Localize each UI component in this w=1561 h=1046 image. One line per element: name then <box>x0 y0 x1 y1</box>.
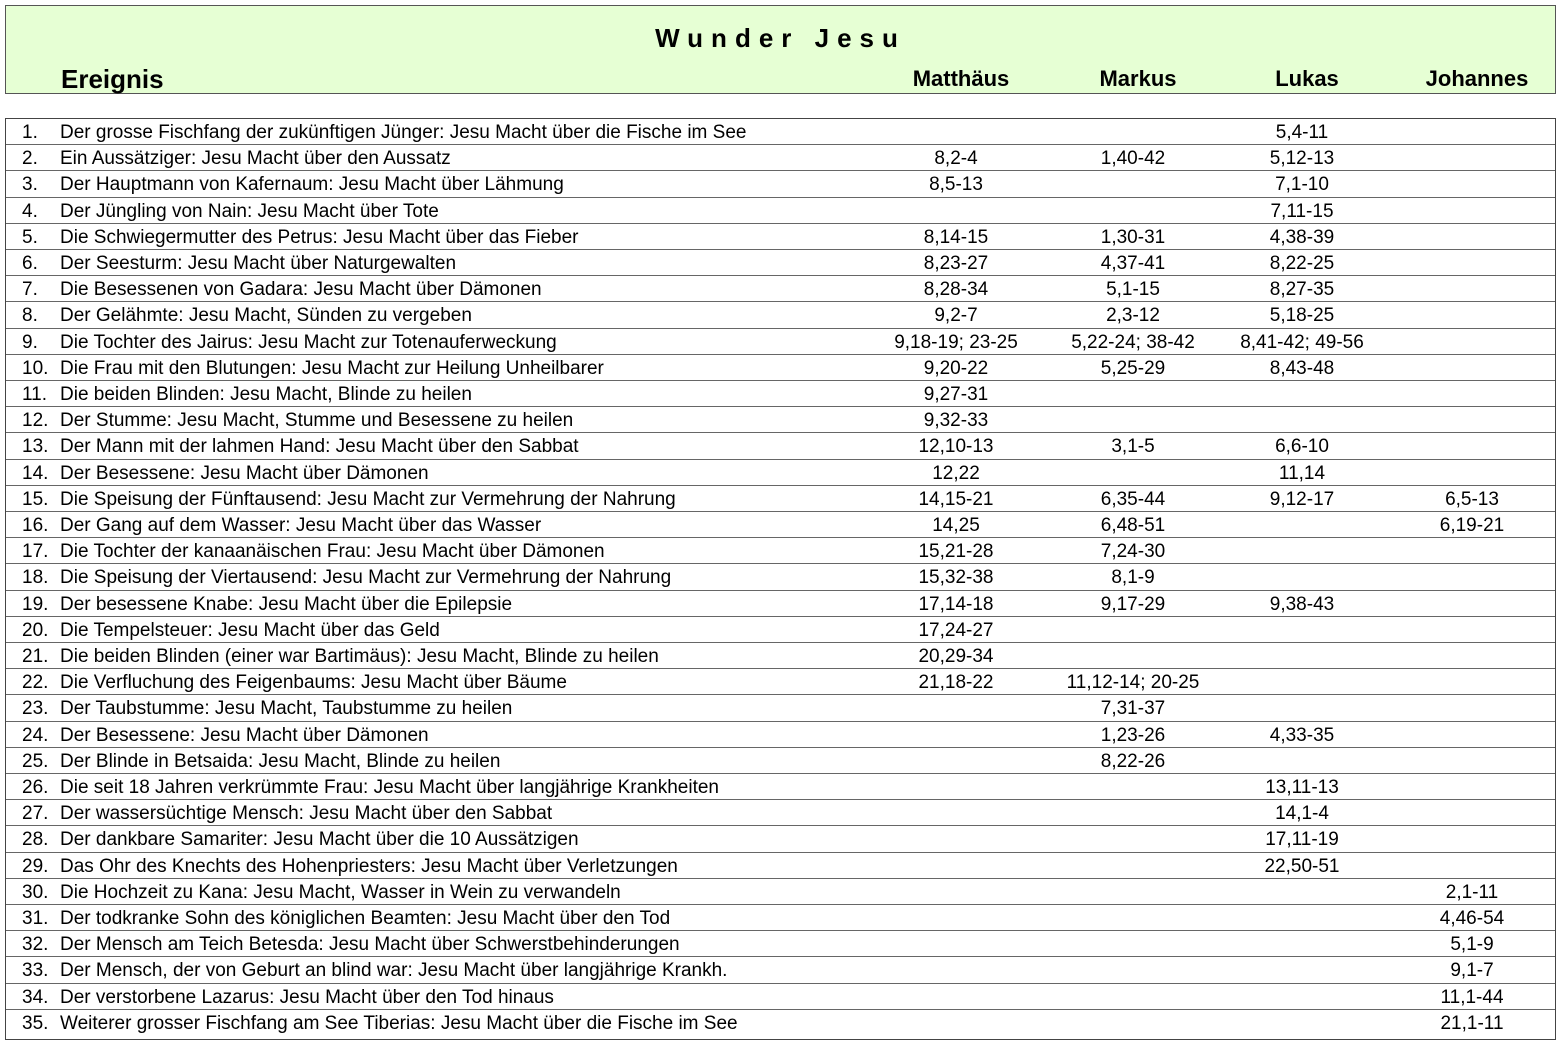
table-row <box>6 355 1555 381</box>
page-title: Wunder Jesu <box>655 23 906 53</box>
row-number: 25. <box>22 750 49 772</box>
event-cell: Der Seesturm: Jesu Macht über Naturgewalten <box>60 253 457 274</box>
row-number: 34. <box>22 986 49 1008</box>
matthaeus-cell: 20,29-34 <box>918 646 994 667</box>
row-number: 7. <box>22 279 38 301</box>
event-cell: Die seit 18 Jahren verkrümmte Frau: Jesu Macht über langjährige Krankheiten <box>60 777 719 798</box>
lukas-cell: 6,6-10 <box>1275 436 1329 458</box>
table-row <box>6 460 1555 486</box>
event-cell: Der dankbare Samariter: Jesu Macht über die 10 Aussätzigen <box>60 829 579 851</box>
miracles-table <box>5 118 1556 1040</box>
matthaeus-cell: 17,24-27 <box>918 619 994 641</box>
row-number: 5. <box>22 226 38 248</box>
column-header-markus: Markus <box>1099 66 1177 91</box>
lukas-cell: 14,1-4 <box>1275 803 1329 825</box>
table-row <box>6 617 1555 643</box>
table-row <box>6 250 1555 276</box>
row-number: 1. <box>22 122 38 143</box>
lukas-cell: 13,11-13 <box>1265 777 1339 798</box>
row-number: 17. <box>22 541 49 563</box>
markus-cell: 1,30-31 <box>1100 226 1166 248</box>
matthaeus-cell: 12,10-13 <box>918 436 994 458</box>
table-row <box>6 512 1555 538</box>
johannes-cell: 6,19-21 <box>1439 515 1505 536</box>
row-number: 33. <box>22 960 49 982</box>
markus-cell: 8,1-9 <box>1111 567 1155 589</box>
event-cell: Der Jüngling von Nain: Jesu Macht über Tote <box>60 200 439 222</box>
row-number: 14. <box>22 462 49 484</box>
lukas-cell: 22,50-51 <box>1264 855 1340 877</box>
table-row <box>6 276 1555 302</box>
johannes-cell: 5,1-9 <box>1450 934 1494 956</box>
table-row <box>6 538 1555 564</box>
event-cell: Der Mensch am Teich Betesda: Jesu Macht über Schwerstbehinderungen <box>60 934 680 956</box>
event-cell: Der Mann mit der lahmen Hand: Jesu Macht über den Sabbat <box>60 436 579 458</box>
event-cell: Die Hochzeit zu Kana: Jesu Macht, Wasser in Wein zu verwandeln <box>60 881 621 903</box>
markus-cell: 1,40-42 <box>1100 148 1166 170</box>
table-row <box>6 171 1555 197</box>
event-cell: Der verstorbene Lazarus: Jesu Macht über den Tod hinaus <box>60 986 554 1008</box>
event-cell: Der besessene Knabe: Jesu Macht über die Epilepsie <box>60 593 513 615</box>
lukas-cell: 8,41-42; 49-56 <box>1240 331 1364 353</box>
matthaeus-cell: 17,14-18 <box>918 593 994 615</box>
markus-cell: 6,48-51 <box>1100 515 1166 536</box>
event-cell: Der Hauptmann von Kafernaum: Jesu Macht über Lähmung <box>60 174 564 196</box>
row-number: 18. <box>22 567 49 589</box>
johannes-cell: 2,1-11 <box>1445 881 1499 903</box>
event-cell: Der todkranke Sohn des königlichen Beamten: Jesu Macht über den Tod <box>60 908 671 929</box>
matthaeus-cell: 14,15-21 <box>918 488 994 510</box>
matthaeus-cell: 9,32-33 <box>923 410 989 432</box>
table-row <box>6 198 1555 224</box>
matthaeus-cell: 8,5-13 <box>929 174 983 196</box>
event-cell: Der Besessene: Jesu Macht über Dämonen <box>60 462 429 484</box>
table-row <box>6 669 1555 695</box>
row-number: 11. <box>22 384 48 405</box>
markus-cell: 4,37-41 <box>1100 253 1166 274</box>
event-cell: Der Gang auf dem Wasser: Jesu Macht über das Wasser <box>60 515 542 536</box>
row-number: 29. <box>22 855 49 877</box>
event-cell: Die beiden Blinden (einer war Bartimäus): Jesu Macht, Blinde zu heilen <box>60 646 659 667</box>
row-number: 20. <box>22 619 49 641</box>
matthaeus-cell: 9,18-19; 23-25 <box>894 331 1018 353</box>
event-cell: Die Verfluchung des Feigenbaums: Jesu Macht über Bäume <box>60 672 567 694</box>
column-header-johannes: Johannes <box>1425 66 1529 91</box>
row-number: 26. <box>22 777 49 798</box>
event-cell: Die Schwiegermutter des Petrus: Jesu Macht über das Fieber <box>60 226 579 248</box>
row-number: 4. <box>22 200 38 222</box>
markus-cell: 5,25-29 <box>1100 357 1166 379</box>
markus-cell: 7,31-37 <box>1100 698 1166 720</box>
row-number: 27. <box>22 803 49 825</box>
table-row <box>6 722 1555 748</box>
event-cell: Der Taubstumme: Jesu Macht, Taubstumme zu heilen <box>60 698 513 720</box>
table-row <box>6 486 1555 512</box>
table-row <box>6 957 1555 983</box>
lukas-cell: 17,11-19 <box>1265 829 1339 851</box>
table-row <box>6 381 1555 407</box>
row-number: 9. <box>22 331 38 353</box>
table-row <box>6 119 1555 145</box>
table-row <box>6 931 1555 957</box>
matthaeus-cell: 8,23-27 <box>923 253 989 274</box>
matthaeus-cell: 15,32-38 <box>918 567 994 589</box>
event-cell: Der Blinde in Betsaida: Jesu Macht, Blinde zu heilen <box>60 750 501 772</box>
table-row <box>6 695 1555 721</box>
lukas-cell: 9,38-43 <box>1269 593 1335 615</box>
column-header-lukas: Lukas <box>1275 66 1339 91</box>
matthaeus-cell: 21,18-22 <box>918 672 994 694</box>
row-number: 6. <box>22 253 38 274</box>
event-cell: Der Gelähmte: Jesu Macht, Sünden zu vergeben <box>60 305 472 327</box>
row-number: 3. <box>22 174 38 196</box>
event-cell: Das Ohr des Knechts des Hohenpriesters: Jesu Macht über Verletzungen <box>60 855 678 877</box>
markus-cell: 1,23-26 <box>1100 724 1166 746</box>
lukas-cell: 4,33-35 <box>1269 724 1335 746</box>
event-cell: Der Besessene: Jesu Macht über Dämonen <box>60 724 429 746</box>
matthaeus-cell: 15,21-28 <box>918 541 994 563</box>
markus-cell: 11,12-14; 20-25 <box>1066 672 1200 694</box>
johannes-cell: 21,1-11 <box>1440 1012 1504 1034</box>
lukas-cell: 7,1-10 <box>1275 174 1329 196</box>
row-number: 19. <box>22 593 49 615</box>
matthaeus-cell: 9,20-22 <box>923 357 989 379</box>
table-row <box>6 224 1555 250</box>
markus-cell: 8,22-26 <box>1100 750 1166 772</box>
row-number: 28. <box>22 829 49 851</box>
column-header-event: Ereignis <box>61 64 164 94</box>
table-header <box>5 5 1556 94</box>
lukas-cell: 8,22-25 <box>1269 253 1335 274</box>
table-row <box>6 433 1555 459</box>
event-cell: Der wassersüchtige Mensch: Jesu Macht über den Sabbat <box>60 803 553 825</box>
row-number: 35. <box>22 1012 49 1034</box>
row-number: 22. <box>22 672 49 694</box>
markus-cell: 5,22-24; 38-42 <box>1071 331 1195 353</box>
table-row <box>6 564 1555 590</box>
lukas-cell: 9,12-17 <box>1269 488 1335 510</box>
markus-cell: 9,17-29 <box>1100 593 1166 615</box>
matthaeus-cell: 12,22 <box>932 462 980 484</box>
markus-cell: 3,1-5 <box>1111 436 1155 458</box>
johannes-cell: 11,1-44 <box>1440 986 1504 1008</box>
markus-cell: 5,1-15 <box>1106 279 1160 301</box>
markus-cell: 2,3-12 <box>1106 305 1160 327</box>
matthaeus-cell: 8,14-15 <box>923 226 989 248</box>
matthaeus-cell: 8,28-34 <box>923 279 989 301</box>
lukas-cell: 8,27-35 <box>1269 279 1335 301</box>
markus-cell: 7,24-30 <box>1100 541 1166 563</box>
row-number: 31. <box>22 908 49 929</box>
event-cell: Die Besessenen von Gadara: Jesu Macht über Dämonen <box>60 279 542 301</box>
row-number: 10. <box>22 357 49 379</box>
event-cell: Die Tochter der kanaanäischen Frau: Jesu Macht über Dämonen <box>60 541 605 563</box>
table-row <box>6 748 1555 774</box>
row-number: 32. <box>22 934 49 956</box>
table-row <box>6 800 1555 826</box>
table-row <box>6 591 1555 617</box>
johannes-cell: 4,46-54 <box>1439 908 1505 929</box>
table-row <box>6 145 1555 171</box>
event-cell: Weiterer grosser Fischfang am See Tiberias: Jesu Macht über die Fische im See <box>60 1012 738 1034</box>
table-row <box>6 407 1555 433</box>
event-cell: Der grosse Fischfang der zukünftigen Jünger: Jesu Macht über die Fische im See <box>60 122 747 143</box>
table-row <box>6 774 1555 800</box>
lukas-cell: 5,12-13 <box>1269 148 1335 170</box>
row-number: 16. <box>22 515 49 536</box>
event-cell: Die Frau mit den Blutungen: Jesu Macht zur Heilung Unheilbarer <box>60 357 604 379</box>
matthaeus-cell: 9,2-7 <box>934 305 978 327</box>
row-number: 8. <box>22 305 38 327</box>
event-cell: Die Speisung der Fünftausend: Jesu Macht zur Vermehrung der Nahrung <box>60 488 676 510</box>
lukas-cell: 8,43-48 <box>1269 357 1335 379</box>
table-row <box>6 984 1555 1010</box>
lukas-cell: 5,18-25 <box>1269 305 1335 327</box>
event-cell: Der Stumme: Jesu Macht, Stumme und Besessene zu heilen <box>60 410 574 432</box>
table-row <box>6 643 1555 669</box>
row-number: 23. <box>22 698 49 720</box>
table-row <box>6 853 1555 879</box>
row-number: 2. <box>22 148 38 170</box>
event-cell: Die Tempelsteuer: Jesu Macht über das Geld <box>60 619 440 641</box>
table-row <box>6 905 1555 931</box>
column-header-matthaeus: Matthäus <box>912 66 1010 91</box>
table-row <box>6 879 1555 905</box>
lukas-cell: 5,4-11 <box>1275 122 1329 143</box>
matthaeus-cell: 8,2-4 <box>934 148 978 170</box>
event-cell: Die Speisung der Viertausend: Jesu Macht zur Vermehrung der Nahrung <box>60 567 672 589</box>
johannes-cell: 9,1-7 <box>1450 960 1494 982</box>
markus-cell: 6,35-44 <box>1100 488 1166 510</box>
matthaeus-cell: 9,27-31 <box>923 384 989 405</box>
lukas-cell: 4,38-39 <box>1269 226 1335 248</box>
table-row <box>6 826 1555 852</box>
row-number: 24. <box>22 724 49 746</box>
event-cell: Die beiden Blinden: Jesu Macht, Blinde zu heilen <box>60 384 472 405</box>
table-row <box>6 1010 1555 1036</box>
table-row <box>6 302 1555 328</box>
row-number: 13. <box>22 436 49 458</box>
row-number: 21. <box>22 646 49 667</box>
johannes-cell: 6,5-13 <box>1445 488 1499 510</box>
matthaeus-cell: 14,25 <box>932 515 980 536</box>
table-row <box>6 329 1555 355</box>
lukas-cell: 7,11-15 <box>1270 200 1334 222</box>
event-cell: Der Mensch, der von Geburt an blind war: Jesu Macht über langjährige Krankh. <box>60 960 728 982</box>
row-number: 15. <box>22 488 49 510</box>
event-cell: Ein Aussätziger: Jesu Macht über den Aussatz <box>60 148 451 170</box>
event-cell: Die Tochter des Jairus: Jesu Macht zur Totenauferweckung <box>60 331 557 353</box>
row-number: 12. <box>22 410 49 432</box>
row-number: 30. <box>22 881 49 903</box>
lukas-cell: 11,14 <box>1278 462 1326 484</box>
